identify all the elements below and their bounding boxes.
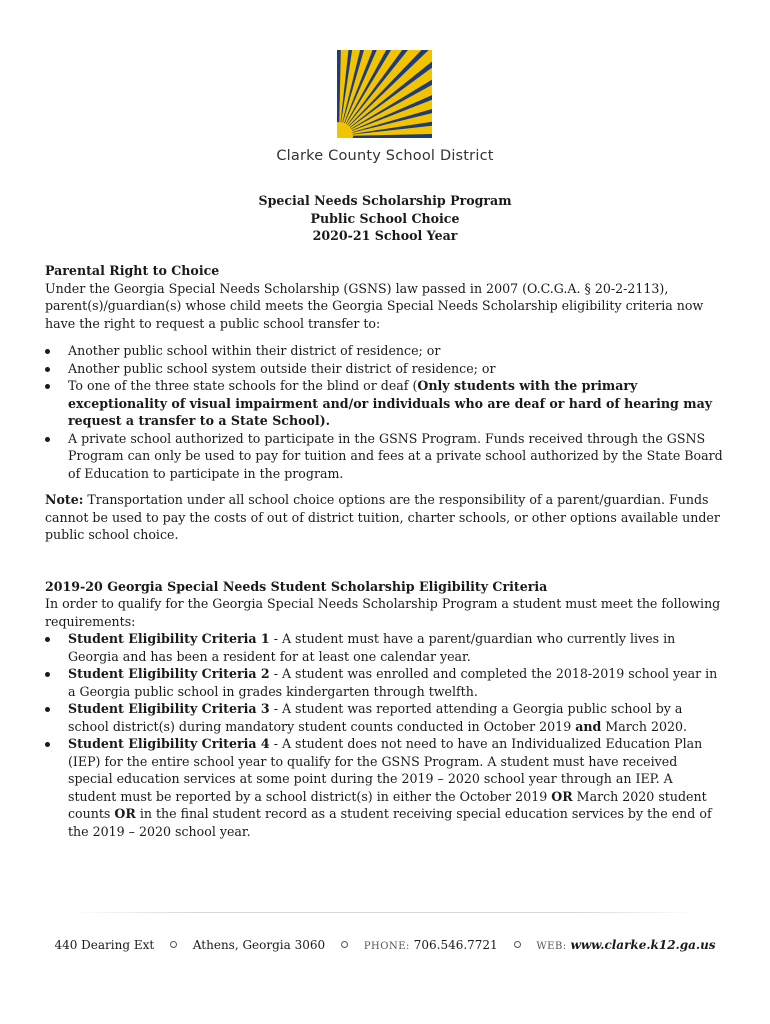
footer-address: 440 Dearing Ext <box>54 938 155 952</box>
list-item: Another public school within their district of residence; or <box>45 342 725 360</box>
title-program: Special Needs Scholarship Program <box>258 193 512 208</box>
separator-icon <box>170 941 177 948</box>
title-choice: Public School Choice <box>310 210 460 226</box>
list-item: A private school authorized to participate in the GSNS Program. Funds received through the GSNS Program can only be used to pay for tuition and fees at a private school authorized by the State Board of Education to participate in the program. <box>45 430 725 483</box>
document-title <box>0 192 770 245</box>
eligibility-criteria-list <box>45 630 725 840</box>
list-item: To one of the three state schools for the blind or deaf (Only students with the primary exceptionality of visual impairment and/or individuals who are deaf or hard of hearing may request a transfer to a State School). <box>45 377 725 430</box>
footer-website-link[interactable]: www.clarke.k12.ga.us <box>570 938 716 952</box>
web-label: WEB: <box>536 941 567 952</box>
section2-intro: In order to qualify for the Georgia Special Needs Scholarship Program a student must meet the following requirements: <box>45 596 721 629</box>
section1-heading: Parental Right to Choice <box>45 263 220 278</box>
section1-intro: Under the Georgia Special Needs Scholarship (GSNS) law passed in 2007 (O.C.G.A. § 20-2-2113), parent(s)/guardian(s) whose child meets the Georgia Special Needs Scholarship eligibility criteria now have the right to request a public school transfer to: <box>45 280 704 331</box>
separator-icon <box>341 941 348 948</box>
list-item: Another public school system outside their district of residence; or <box>45 360 725 378</box>
phone-label: PHONE: <box>363 941 410 952</box>
footer-divider <box>70 912 700 913</box>
district-logo <box>337 50 432 138</box>
list-item: Student Eligibility Criteria 2 - A student was enrolled and completed the 2018-2019 school year in a Georgia public school in grades kindergarten through twelfth. <box>45 665 725 700</box>
main-content <box>45 262 725 840</box>
list-item: Student Eligibility Criteria 3 - A student was reported attending a Georgia public school by a school district(s) during mandatory student counts conducted in October 2019 and March 2020. <box>45 700 725 735</box>
section2-heading: 2019-20 Georgia Special Needs Student Scholarship Eligibility Criteria <box>45 578 548 594</box>
list-item: Student Eligibility Criteria 1 - A student must have a parent/guardian who currently lives in Georgia and has been a resident for at least one calendar year. <box>45 630 725 665</box>
separator-icon <box>514 941 521 948</box>
district-name: Clarke County School District <box>276 148 494 164</box>
transfer-options-list <box>45 342 725 482</box>
list-item: Student Eligibility Criteria 4 - A student does not need to have an Individualized Education Plan (IEP) for the entire school year to qualify for the GSNS Program. A student must have received special education services at some point during the 2019 – 2020 school year through an IEP. A student must be reported by a school district(s) in either the October 2019 OR March 2020 student counts OR in the final student record as a student receiving special education services by the end of the 2019 – 2020 school year. <box>45 735 725 840</box>
title-year: 2020-21 School Year <box>312 228 458 243</box>
footer-city: Athens, Georgia 3060 <box>192 938 326 952</box>
footer-phone: 706.546.7721 <box>413 938 498 952</box>
note-paragraph: Note: Transportation under all school choice options are the responsibility of a parent/guardian. Funds cannot be used to pay the costs of out of district tuition, charter schools, or other options available under public school choice. <box>45 492 720 542</box>
footer <box>0 938 770 952</box>
